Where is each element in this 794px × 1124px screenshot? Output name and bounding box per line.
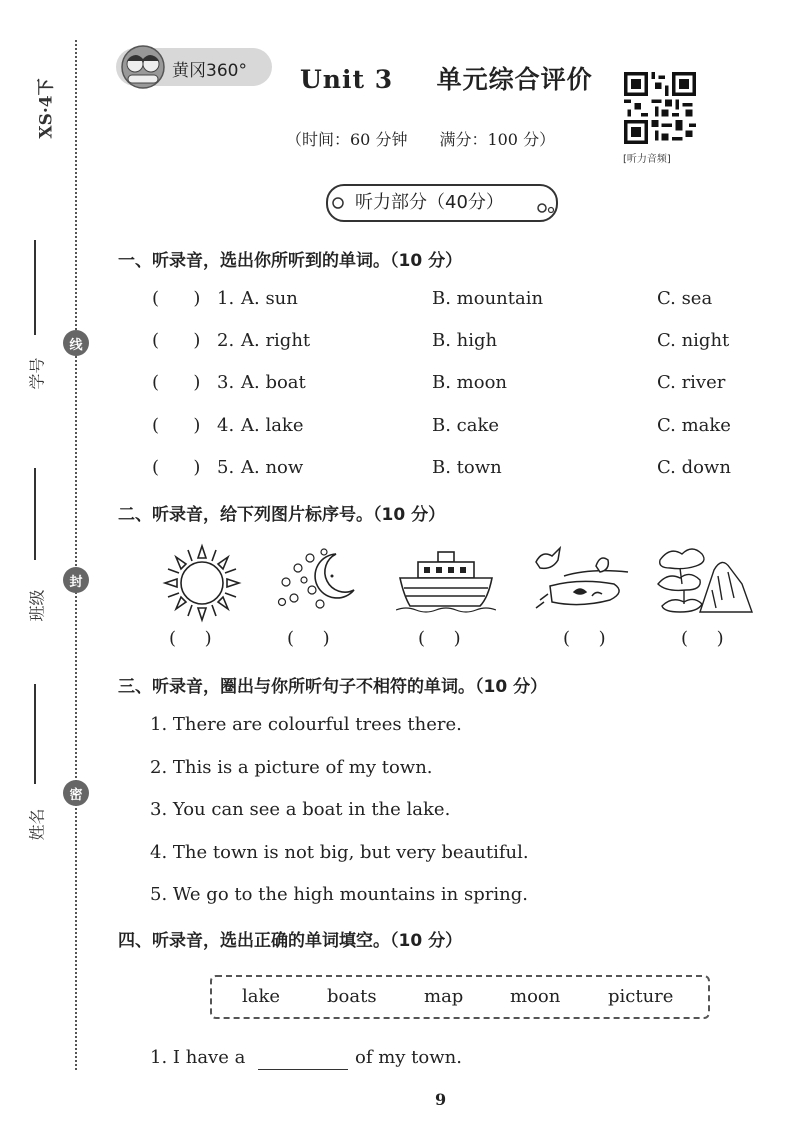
section-title: 听力部分（40分）: [355, 192, 504, 213]
option-b: B. high: [432, 330, 498, 351]
option-b: B. cake: [432, 415, 500, 436]
class-label: 班级: [27, 589, 47, 622]
brand-text: 黄冈360°: [172, 61, 247, 81]
word-bank-item: lake: [242, 986, 281, 1007]
lake-birds-icon: [530, 542, 634, 614]
option-a: A. lake: [241, 415, 304, 436]
kids-logo-icon: [118, 44, 168, 90]
option-a: A. sun: [241, 288, 298, 309]
student-id-label: 学号: [27, 357, 47, 390]
unit-title: 单元综合评价: [436, 65, 593, 94]
mark-line: 线: [63, 330, 89, 356]
option-b: B. mountain: [432, 288, 544, 309]
word-bank-item: boats: [327, 986, 377, 1007]
question-number: 5.: [217, 457, 235, 478]
qr-code-icon[interactable]: [624, 72, 696, 144]
answer-paren[interactable]: ( ): [152, 415, 201, 436]
option-c: C. night: [657, 330, 730, 351]
option-c: C. down: [657, 457, 731, 478]
mountain-icon: [656, 540, 760, 616]
answer-paren[interactable]: ( ): [152, 457, 201, 478]
class-blank[interactable]: [34, 468, 36, 560]
picture-answer-paren[interactable]: ( ): [418, 628, 461, 649]
question-number: 3.: [217, 372, 235, 393]
sentence: 1. There are colourful trees there.: [150, 714, 462, 735]
answer-paren[interactable]: ( ): [152, 330, 201, 351]
exam-info: （时间：60 分钟 满分：100 分）: [286, 130, 556, 149]
word-bank-item: map: [424, 986, 464, 1007]
option-b: B. town: [432, 457, 502, 478]
page-title: [300, 60, 593, 96]
sun-icon: [160, 542, 244, 624]
page-number: 9: [435, 1090, 447, 1109]
option-a: A. now: [241, 457, 304, 478]
sentence: 5. We go to the high mountains in spring.: [150, 884, 528, 905]
word-bank-item: picture: [608, 986, 674, 1007]
question-number: 2.: [217, 330, 235, 351]
mark-seal: 封: [63, 567, 89, 593]
part3-heading: 三、听录音，圈出与你所听句子不相符的单词。（10 分）: [118, 677, 548, 697]
moon-stars-icon: [274, 546, 364, 612]
series-code: XS·4下: [36, 78, 57, 139]
student-id-blank[interactable]: [34, 240, 36, 335]
sentence: 2. This is a picture of my town.: [150, 757, 433, 778]
part2-heading: 二、听录音，给下列图片标序号。（10 分）: [118, 505, 446, 525]
sentence: 4. The town is not big, but very beautiful.: [150, 842, 529, 863]
picture-answer-paren[interactable]: ( ): [169, 628, 212, 649]
bubble-left-icon: [330, 192, 352, 212]
question-number: 1.: [217, 288, 235, 309]
binding-line: [75, 40, 77, 1070]
option-a: A. right: [241, 330, 311, 351]
fill-blank[interactable]: [258, 1069, 348, 1070]
fill-question-end: of my town.: [355, 1047, 462, 1068]
answer-paren[interactable]: ( ): [152, 372, 201, 393]
picture-answer-paren[interactable]: ( ): [681, 628, 724, 649]
fill-question-start: 1. I have a: [150, 1047, 246, 1068]
picture-answer-paren[interactable]: ( ): [563, 628, 606, 649]
mark-secret: 密: [63, 780, 89, 806]
qr-label: [听力音频]: [623, 154, 671, 165]
option-c: C. river: [657, 372, 726, 393]
boat-icon: [396, 546, 496, 616]
option-c: C. make: [657, 415, 731, 436]
question-number: 4.: [217, 415, 235, 436]
part1-heading: 一、听录音，选出你所听到的单词。（10 分）: [118, 251, 463, 271]
picture-answer-paren[interactable]: ( ): [287, 628, 330, 649]
word-bank-item: moon: [510, 986, 561, 1007]
option-b: B. moon: [432, 372, 508, 393]
name-label: 姓名: [27, 808, 47, 841]
option-a: A. boat: [241, 372, 306, 393]
part4-heading: 四、听录音，选出正确的单词填空。（10 分）: [118, 931, 463, 951]
answer-paren[interactable]: ( ): [152, 288, 201, 309]
unit-label: Unit 3: [300, 65, 394, 94]
bubble-right-icon: [536, 198, 560, 216]
name-blank[interactable]: [34, 684, 36, 784]
option-c: C. sea: [657, 288, 713, 309]
sentence: 3. You can see a boat in the lake.: [150, 799, 451, 820]
